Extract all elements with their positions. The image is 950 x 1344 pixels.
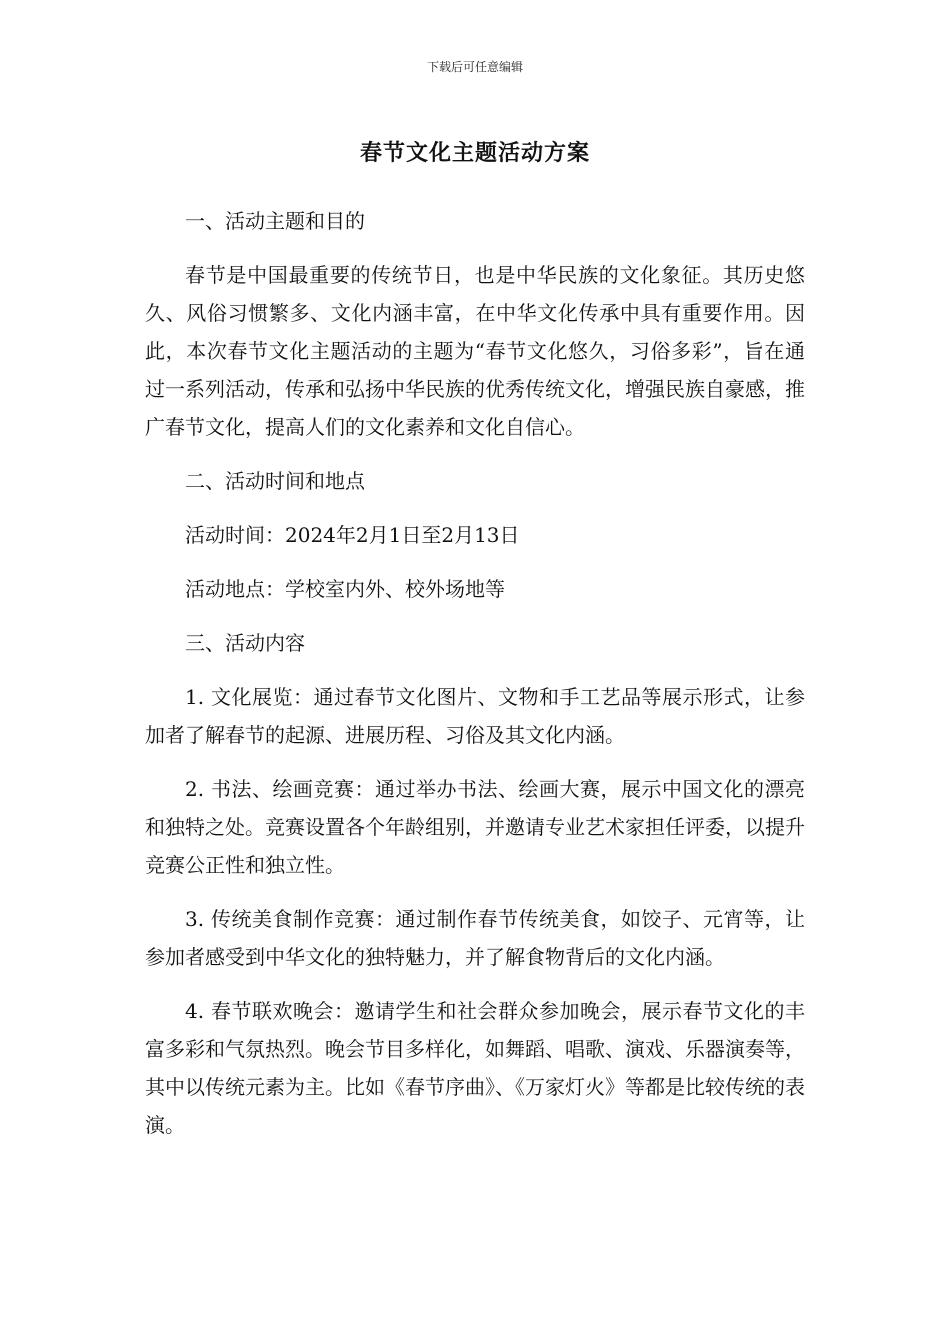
document-body [145, 202, 805, 1160]
activity-location-line: 活动地点：学校室内外、校外场地等 [185, 577, 505, 601]
activity-time-line: 活动时间：2024年2月1日至2月13日 [185, 523, 520, 547]
section-heading-3: 三、活动内容 [185, 631, 305, 655]
content-item-3: 3. 传统美食制作竞赛：通过制作春节传统美食，如饺子、元宵等，让参加者感受到中华文化的独特魅力，并了解食物背后的文化内涵。 [145, 907, 805, 969]
content-item-4: 4. 春节联欢晚会：邀请学生和社会群众参加晚会，展示春节文化的丰富多彩和气氛热烈。晚会节目多样化，如舞蹈、唱歌、演戏、乐器演奏等，其中以传统元素为主。比如《春节序曲》、《万家灯火》等都是比较传统的表演。 [145, 999, 805, 1137]
section-1-paragraph: 春节是中国最重要的传统节日，也是中华民族的文化象征。其历史悠久、风俗习惯繁多、文化内涵丰富，在中华文化传承中具有重要作用。因此，本次春节文化主题活动的主题为“春节文化悠久，习俗多彩”，旨在通过一系列活动，传承和弘扬中华民族的优秀传统文化，增强民族自豪感，推广春节文化，提高人们的文化素养和文化自信心。 [145, 263, 805, 439]
section-heading-2: 二、活动时间和地点 [185, 469, 365, 493]
document-title: 春节文化主题活动方案 [359, 141, 590, 166]
header-note: 下载后可任意编辑 [426, 60, 523, 74]
content-item-2: 2. 书法、绘画竞赛：通过举办书法、绘画大赛，展示中国文化的漂亮和独特之处。竞赛设置各个年龄组别，并邀请专业艺术家担任评委，以提升竞赛公正性和独立性。 [145, 777, 805, 877]
section-heading-1: 一、活动主题和目的 [185, 209, 365, 233]
content-item-1: 1. 文化展览：通过春节文化图片、文物和手工艺品等展示形式，让参加者了解春节的起源、进展历程、习俗及其文化内涵。 [145, 685, 805, 747]
